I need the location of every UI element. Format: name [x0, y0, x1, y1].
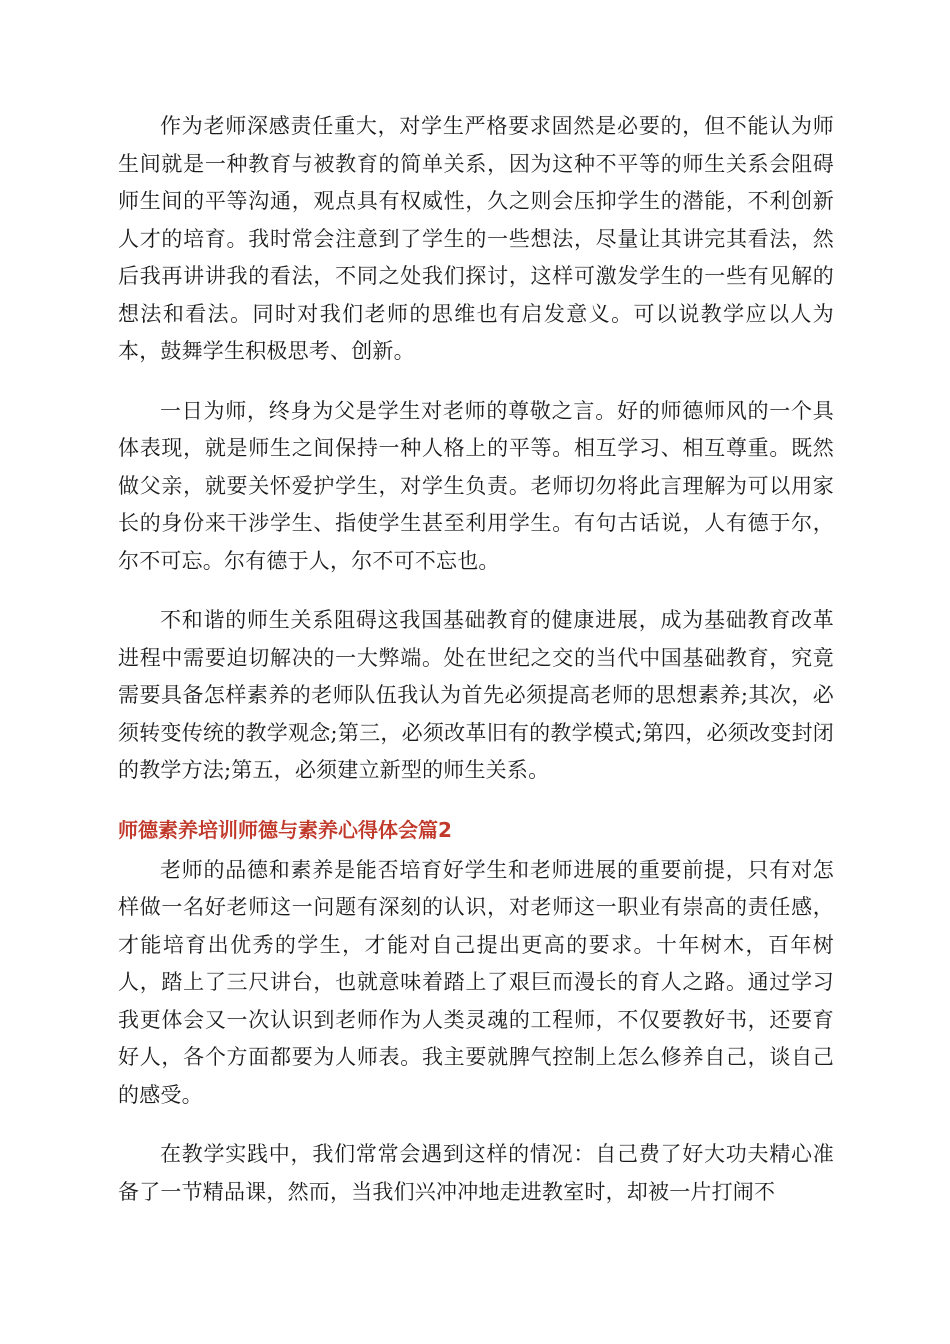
document-page: [118, 108, 834, 1211]
paragraph-teacher-responsibility: 作为老师深感责任重大，对学生严格要求固然是必要的，但不能认为师生间就是一种教育与被教育的简单关系，因为这种不平等的师生关系会阻碍师生间的平等沟通，观点具有权威性，久之则会压抑学生的潜能，不利创新人才的培育。我时常会注意到了学生的一些想法，尽量让其讲完其看法，然后我再讲讲我的看法，不同之处我们探讨，这样可激发学生的一些有见解的想法和看法。同时对我们老师的思维也有启发意义。可以说教学应以人为本，鼓舞学生积极思考、创新。: [118, 114, 834, 363]
paragraph-teacher-student-relation: 不和谐的师生关系阻碍这我国基础教育的健康进展，成为基础教育改革进程中需要迫切解决的一大弊端。处在世纪之交的当代中国基础教育，究竟需要具备怎样素养的老师队伍我认为首先必须提高老师的思想素养;其次，必须转变传统的教学观念;第三，必须改革旧有的教学模式;第四，必须改变封闭的教学方法;第五，必须建立新型的师生关系。: [118, 608, 834, 782]
paragraph-teacher-as-father: 一日为师，终身为父是学生对老师的尊敬之言。好的师德师风的一个具体表现，就是师生之间保持一种人格上的平等。相互学习、相互尊重。既然做父亲，就要关怀爱护学生，对学生负责。老师切勿将此言理解为可以用家长的身份来干涉学生、指使学生甚至利用学生。有句古话说，人有德于尔，尔不可忘。尔有德于人，尔不可不忘也。: [118, 398, 834, 573]
paragraph-teacher-virtue: 老师的品德和素养是能否培育好学生和老师进展的重要前提，只有对怎样做一名好老师这一问题有深刻的认识，对老师这一职业有崇高的责任感，才能培育出优秀的学生，才能对自己提出更高的要求。十年树木，百年树人，踏上了三尺讲台，也就意味着踏上了艰巨而漫长的育人之路。通过学习我更体会又一次认识到老师作为人类灵魂的工程师，不仅要教好书，还要育好人，各个方面都要为人师表。我主要就脾气控制上怎么修养自己，谈自己的感受。: [118, 857, 834, 1107]
section-heading: 师德素养培训师德与素养心得体会篇2: [118, 817, 452, 842]
paragraph-teaching-practice: 在教学实践中，我们常常会遇到这样的情况：自己费了好大功夫精心准备了一节精品课，然而，当我们兴冲冲地走进教室时，却被一片打闹不: [118, 1142, 834, 1204]
